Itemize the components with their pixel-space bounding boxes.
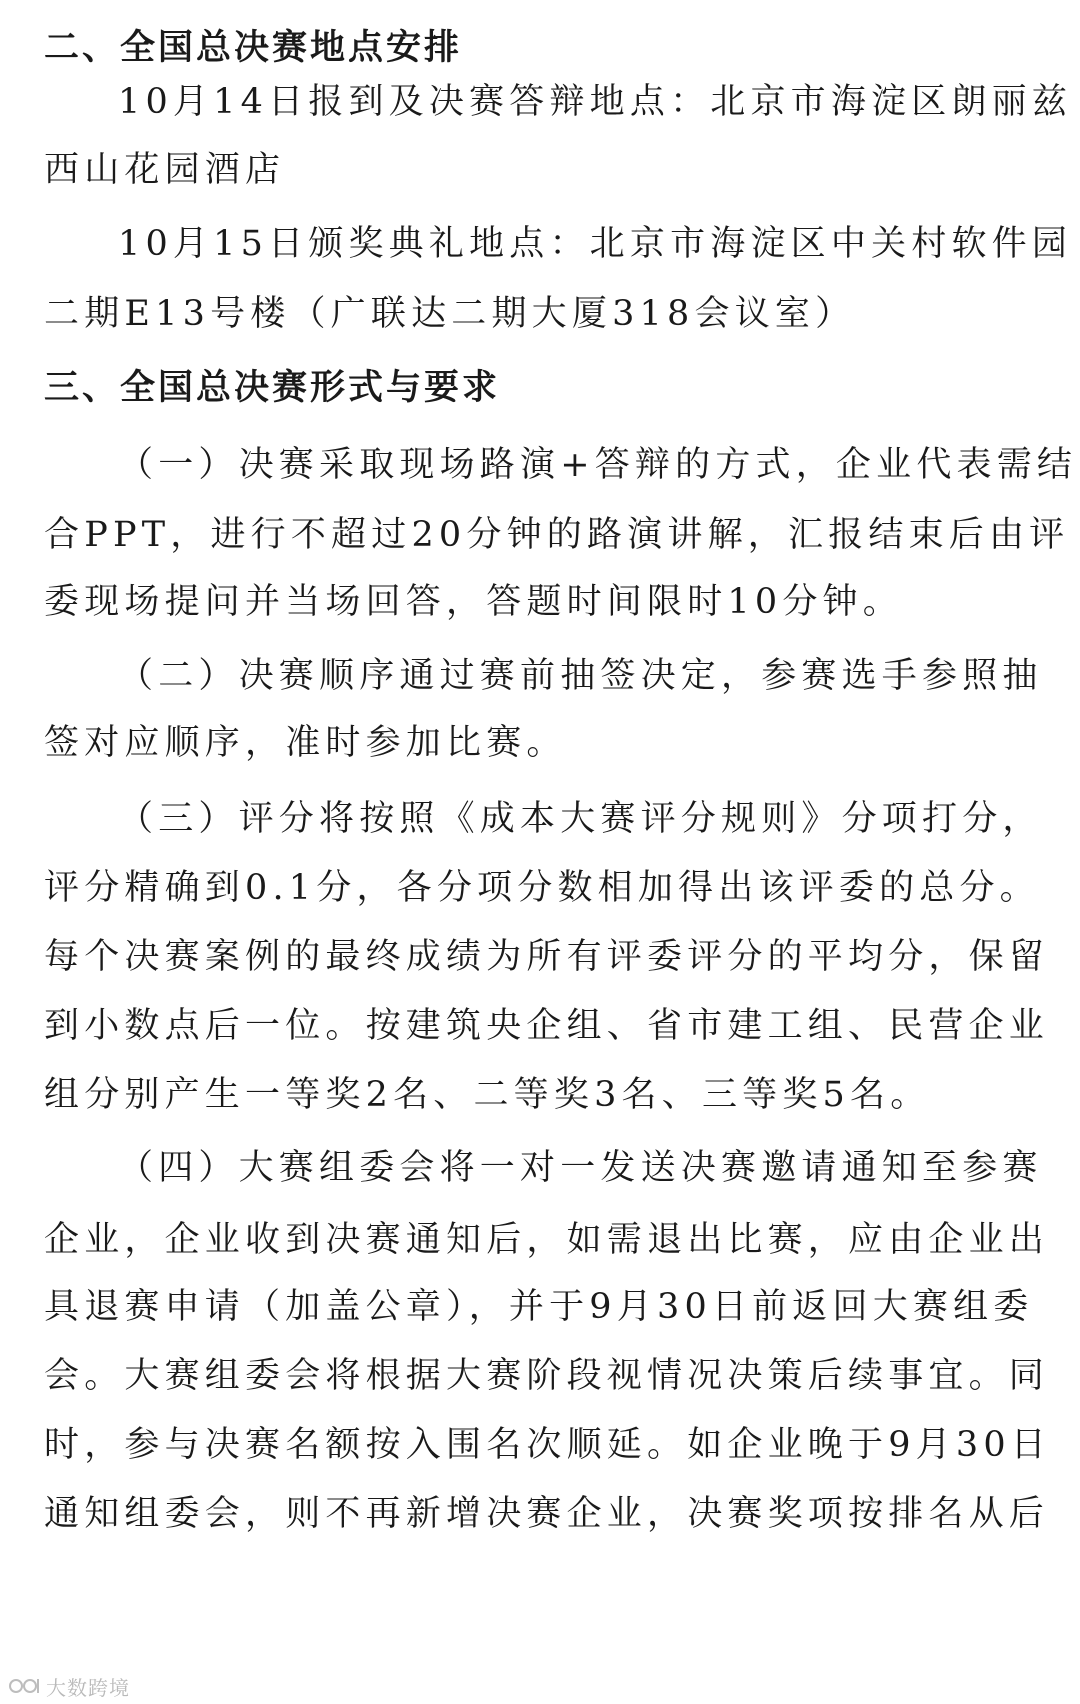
- paragraph-line: 合PPT，进行不超过20分钟的路演讲解，汇报结束后由评: [44, 515, 1070, 555]
- paragraph-line: 10月15日颁奖典礼地点：北京市海淀区中关村软件园: [118, 224, 1073, 264]
- paragraph-line: 西山花园酒店: [44, 150, 286, 190]
- paragraph-line: （三）评分将按照《成本大赛评分规则》分项打分，: [118, 799, 1043, 839]
- paragraph-line: 二期E13号楼（广联达二期大厦318会议室）: [44, 294, 856, 334]
- watermark: [8, 1672, 130, 1700]
- paragraph-line: 到小数点后一位。按建筑央企组、省市建工组、民营企业: [44, 1006, 1050, 1046]
- section-heading-2: 二、全国总决赛地点安排: [44, 28, 463, 68]
- paragraph-line: 会。大赛组委会将根据大赛阶段视情况决策后续事宜。同: [44, 1356, 1050, 1396]
- watermark-text: 大数跨境: [46, 1675, 130, 1700]
- paragraph-line: 时，参与决赛名额按入围名次顺延。如企业晚于9月30日: [44, 1425, 1052, 1465]
- paragraph-line: 评分精确到0.1分，各分项分数相加得出该评委的总分。: [44, 868, 1040, 908]
- watermark-logo-icon: [8, 1675, 42, 1697]
- paragraph-line: （一）决赛采取现场路演+答辩的方式，企业代表需结: [118, 445, 1078, 485]
- paragraph-line: （二）决赛顺序通过赛前抽签决定，参赛选手参照抽: [118, 656, 1043, 696]
- paragraph-line: 具退赛申请（加盖公章），并于9月30日前返回大赛组委: [44, 1287, 1034, 1327]
- section-heading-3: 三、全国总决赛形式与要求: [44, 368, 501, 408]
- paragraph-line: 签对应顺序，准时参加比赛。: [44, 723, 567, 763]
- paragraph-line: 组分别产生一等奖2名、二等奖3名、三等奖5名。: [44, 1075, 931, 1115]
- paragraph-line: 每个决赛案例的最终成绩为所有评委评分的平均分，保留: [44, 937, 1050, 977]
- paragraph-line: 企业，企业收到决赛通知后，如需退出比赛，应由企业出: [44, 1220, 1050, 1260]
- paragraph-line: 委现场提问并当场回答，答题时间限时10分钟。: [44, 582, 903, 622]
- paragraph-line: 10月14日报到及决赛答辩地点：北京市海淀区朗丽兹: [118, 82, 1073, 122]
- paragraph-line: （四）大赛组委会将一对一发送决赛邀请通知至参赛: [118, 1148, 1043, 1188]
- paragraph-line: 通知组委会，则不再新增决赛企业，决赛奖项按排名从后: [44, 1494, 1050, 1534]
